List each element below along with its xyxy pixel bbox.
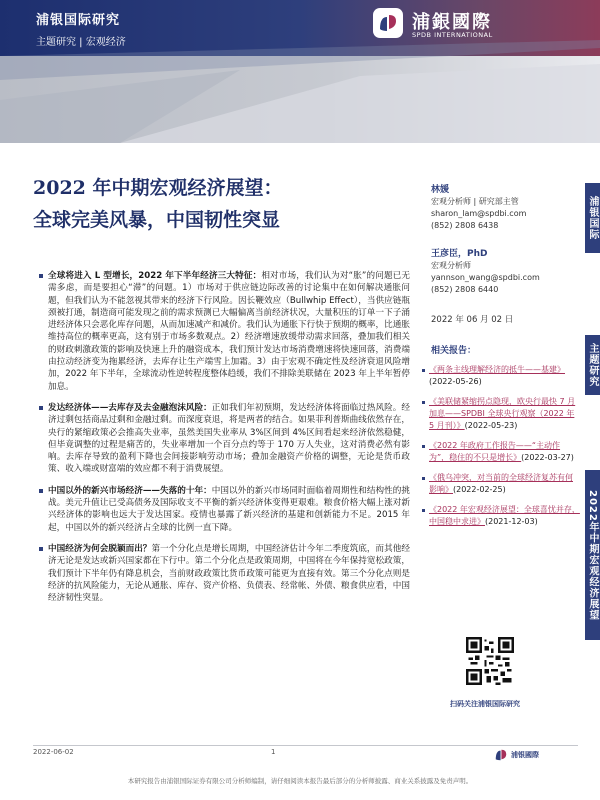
footer-date: 2022-06-02 xyxy=(33,748,74,756)
related-report-date: (2021-12-03) xyxy=(485,517,538,526)
related-report-date: (2022-05-23) xyxy=(464,421,518,430)
paragraph-lead: 中国经济为何会脱颖而出？ xyxy=(48,543,152,554)
side-tab-title: 2022年中期宏观经济展望 xyxy=(585,470,600,640)
summary-paragraph xyxy=(48,485,410,534)
logo-subtext: SPDB INTERNATIONAL xyxy=(412,31,493,39)
author-name: 王彦臣，PhD xyxy=(431,249,488,259)
footer-divider xyxy=(33,745,578,746)
logo-text: 浦銀國際 xyxy=(412,12,492,33)
paragraph-text: 第一个分化点是增长周期，中国经济估计今年二季度筑底，而其他经济无论是发达或新兴国家都在下行中。第二个分化点是政策周期，中国将在今年保持宽松政策，我们预计下半年仍有降息机会，当前财政政策比货币政策可能更为直接有效。第三个分化点则是经济的抗风险能力，无论从通胀、库存、资产价格、负债表、经常帐、外债、粮食供应看，中国经济韧性突显。 xyxy=(48,543,410,604)
paragraph-lead: 全球将进入 L 型增长，2022 年下半年经济三大特征： xyxy=(48,271,262,281)
related-report-link[interactable]: 《俄乌冲突，对当前的全球经济复苏有何影响》 xyxy=(429,473,573,494)
related-report-item[interactable] xyxy=(424,504,580,528)
disclaimer: 本研究报告由浦银国际证券有限公司分析师编制，请仔细阅读本报告最后部分的分析师披露、商业关系披露及免责声明。 xyxy=(127,777,473,785)
related-report-date: (2022-05-26) xyxy=(429,377,482,386)
footer-logo xyxy=(494,748,539,762)
banner-decoration xyxy=(0,40,600,143)
report-category: 主题研究 | 宏观经济 xyxy=(36,37,126,48)
summary-paragraph xyxy=(48,543,410,604)
paragraph-text: 相对市场，我们认为对“胀”的问题已无需多虑，而是要担心“滞”的问题。1）市场对于供应链边际改善的讨论集中在如何解决通胀问题，但我们认为不能忽视其带来的经济下行风险。因长鞭效应（Bullwhip Effect），当供应链瓶颈被打通，制造商可能发现之前的需求预测已大幅偏离当前经济状况，大量积压的订单一下子涌进经济体只会恶化库存问题，从而加速减产和减价。我们认为通胀下行快于预期的概率，比通胀维持高位的概率更高，这有别于市场多数观点。2）经济增速放缓带动需求回落，叠加我们相关的财政刺激政策的影响及快速上升的融资成本，我们预计发达市场消费增速将快速回落，消费端由拉动经济变为拖累经济，去库存让生产端雪上加霜。3）由于宏观不确定性及经济衰退风险增加，2022 年下半年，全球流动性逆转程度整体趋缓，我们不排除美联储在 2023 年上半年暂停加息。 xyxy=(48,271,411,392)
footer-logo-text: 浦银國際 xyxy=(511,751,539,759)
related-report-date: (2022-03-27) xyxy=(521,453,574,462)
author-role: 宏观分析师 | 研究部主管 xyxy=(431,197,519,206)
author-role: 宏观分析师 xyxy=(431,261,471,270)
qr-code-icon[interactable] xyxy=(466,637,514,685)
author-phone: (852) 2808 6440 xyxy=(431,285,499,294)
paragraph-lead: 发达经济体——去库存及去金融泡沫风险： xyxy=(48,402,212,413)
author-name: 林媛 xyxy=(431,185,450,195)
side-tab-brand: 浦银国际 xyxy=(585,183,600,253)
footer-logo-icon xyxy=(494,748,508,762)
paragraph-lead: 中国以外的新兴市场经济——失落的十年： xyxy=(48,485,212,496)
summary-paragraph xyxy=(48,270,410,393)
related-reports-list xyxy=(424,356,580,528)
related-report-item[interactable] xyxy=(424,396,580,432)
related-reports-heading: 相关报告： xyxy=(431,346,477,356)
related-report-link[interactable]: 《两条主线理解经济的抵牛——基建》 xyxy=(429,365,565,374)
related-report-item[interactable] xyxy=(424,440,580,464)
header-banner xyxy=(0,0,600,143)
spdbi-logo-icon xyxy=(372,7,404,39)
related-report-link[interactable]: 《2022 年政府工作报告——“主动作为”，稳住的不只是增长》 xyxy=(429,441,561,462)
author-email[interactable]: sharon_lam@spdbi.com xyxy=(431,209,527,218)
paragraph-text: 中国以外的新兴市场同时面临着周期性和结构性的挑战。美元升值让已受高债务及国际收支不平衡的新兴经济体变得更艰难。粮食价格大幅上涨对新兴经济体的影响也远大于发达国家。疫情也暴露了新兴经济的基建和创新能力不足。2015 年起，中国以外的新兴经济占全球的比例一直下降。 xyxy=(48,485,410,533)
qr-caption: 扫码关注浦银国际研究 xyxy=(450,700,520,708)
title-line-1: 2022 年中期宏观经济展望： xyxy=(33,177,283,199)
related-report-item[interactable] xyxy=(424,472,580,496)
summary-paragraph xyxy=(48,402,410,476)
title-line-2: 全球完美风暴，中国韧性突显 xyxy=(33,209,281,231)
author-1 xyxy=(431,184,526,232)
author-email[interactable]: yannson_wang@spdbi.com xyxy=(431,273,540,282)
related-report-link[interactable]: 《2022 年宏观经济展望：全球喜忧并存，中国稳中求进》 xyxy=(429,505,580,526)
report-date: 2022 年 06 月 02 日 xyxy=(431,315,514,325)
report-summary xyxy=(48,270,410,613)
side-tab-category: 主题研究 xyxy=(585,335,600,395)
related-report-link[interactable]: 《美联储紧缩拐点隐现，欧央行最快 7 月加息——SPDBI 全球央行观察（2022 年 5 月刊）》 xyxy=(429,397,576,430)
author-2 xyxy=(431,248,540,296)
related-report-date: (2022-02-25) xyxy=(453,485,506,494)
author-phone: (852) 2808 6438 xyxy=(431,221,499,230)
paragraph-text: 正如我们年初预期，发达经济体将面临过热风险。经济过剩包括商品过剩和金融过剩。而深度衰退，将是两者的结合。如果菲利普斯曲线依然存在，央行的紧缩政策必会推高失业率，虽然美国失业率从 3%区间到 4%区间看起来经济依然稳健，但毕竟调整的过程是痛苦的，失业率增加一个百分点约等于 170 万人失业，这对消费必然有影响。去库存导致的盈利下降也会间接影响劳动市场；叠加金融资产价格的调整，无论是货币政策、收入端或财富端的效应都不利于消费展望。 xyxy=(48,402,410,475)
page-number: 1 xyxy=(271,748,276,756)
related-report-item[interactable] xyxy=(424,364,580,388)
brand-name: 浦银国际研究 xyxy=(36,13,121,28)
report-title xyxy=(33,172,283,236)
